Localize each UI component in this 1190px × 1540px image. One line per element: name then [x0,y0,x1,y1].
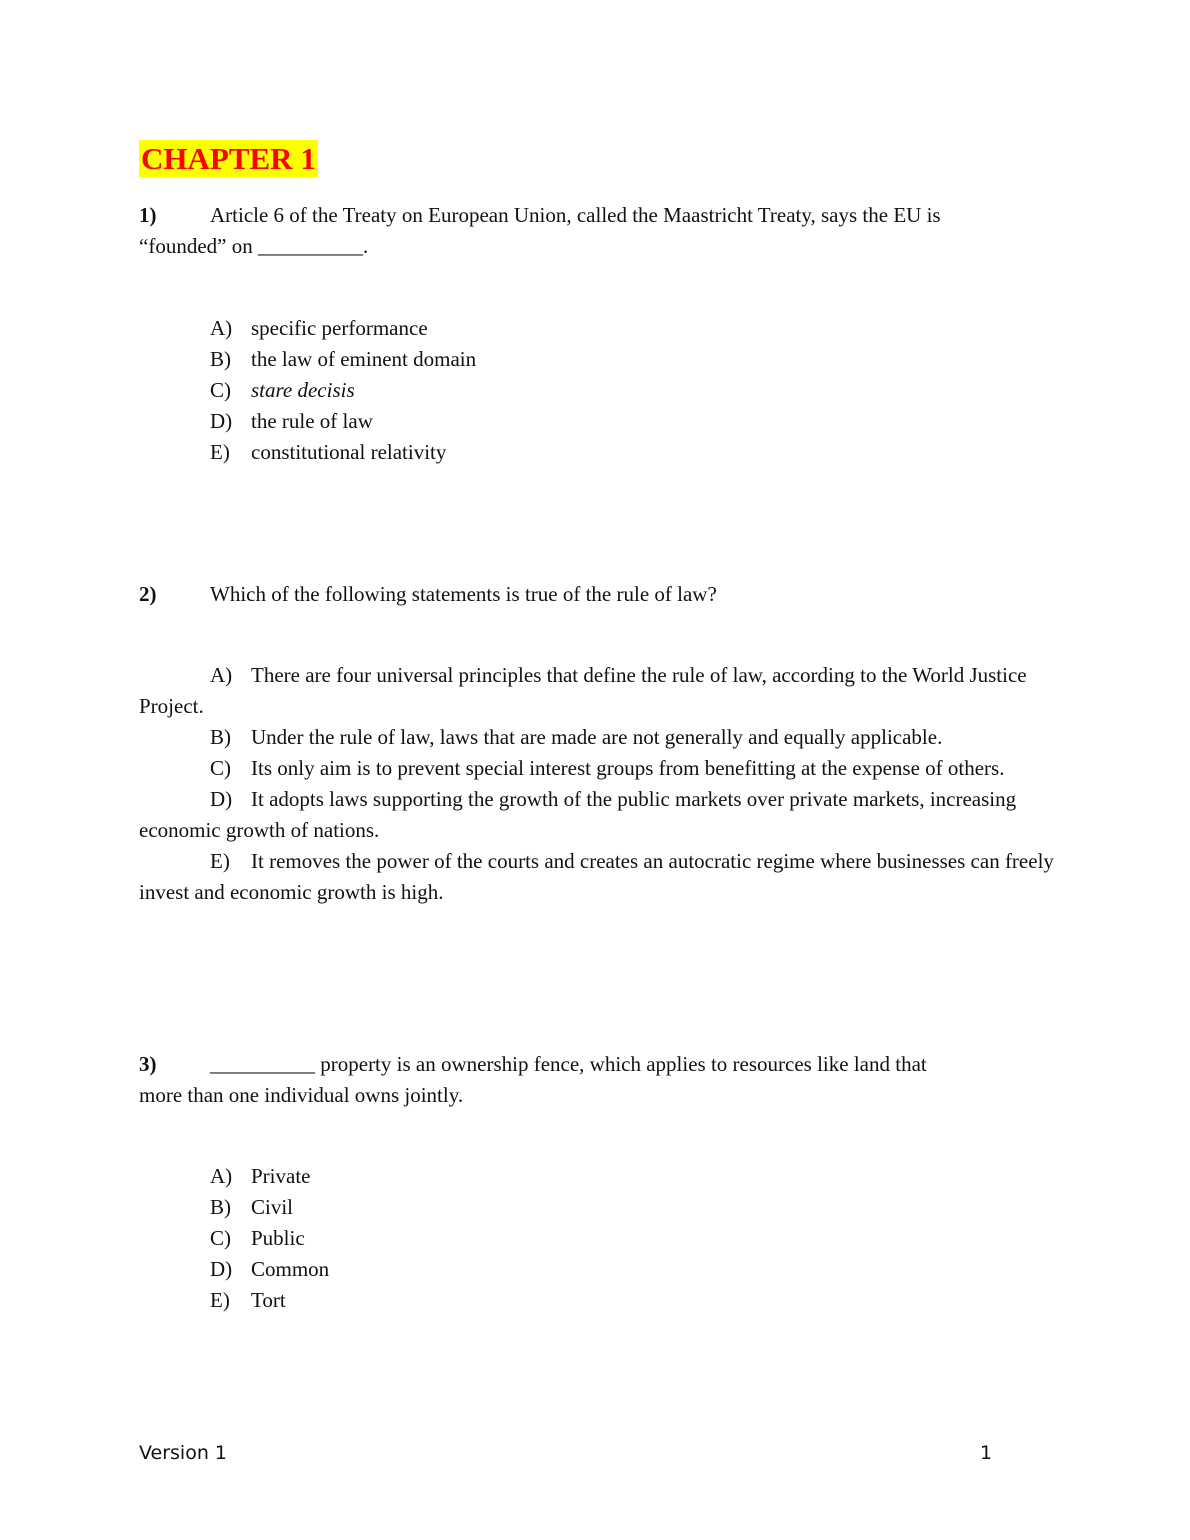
question-1-options [139,313,1054,468]
option-b[interactable] [139,1192,1054,1223]
option-c[interactable] [139,753,1054,784]
option-letter: A) [210,663,233,687]
option-text: Private [251,1164,311,1188]
option-letter: B) [210,1195,231,1219]
option-text: Under the rule of law, laws that are made are not generally and equally applicable. [251,725,943,749]
option-letter: E) [210,1288,230,1312]
option-text: It adopts laws supporting the growth of the public markets over private markets, increasing economic growth of nations. [139,787,1017,842]
option-a[interactable] [139,313,1054,344]
option-d[interactable] [139,406,1054,437]
question-number: 2) [139,582,157,606]
option-text: Its only aim is to prevent special interest groups from benefitting at the expense of others. [251,756,1005,780]
option-text: Tort [251,1288,286,1312]
question-text: Article 6 of the Treaty on European Union, called the Maastricht Treaty, says the EU is [210,203,941,227]
chapter-heading: CHAPTER 1 [141,141,316,176]
question-text-continued: “founded” on __________. [139,234,369,258]
option-letter: C) [210,378,231,402]
option-text: constitutional relativity [251,440,447,464]
option-e[interactable] [139,437,1054,468]
option-letter: E) [210,849,230,873]
question-2-options [139,660,1054,908]
option-c[interactable] [139,375,1054,406]
option-text: It removes the power of the courts and creates an autocratic regime where businesses can freely invest and economic growth is high. [139,849,1054,904]
option-e[interactable] [139,1285,1054,1316]
option-c[interactable] [139,1223,1054,1254]
option-a[interactable] [139,660,1054,722]
option-e[interactable] [139,846,1054,908]
question-1 [139,200,1054,262]
question-number: 3) [139,1052,157,1076]
footer-version: Version 1 [139,1442,227,1464]
question-3 [139,1049,1054,1111]
option-text: the law of eminent domain [251,347,477,371]
option-letter: B) [210,725,231,749]
question-text-continued: more than one individual owns jointly. [139,1083,464,1107]
option-text: specific performance [251,316,428,340]
option-letter: A) [210,1164,233,1188]
option-letter: D) [210,1257,233,1281]
question-3-options [139,1161,1054,1316]
option-text: the rule of law [251,409,373,433]
option-letter: C) [210,756,231,780]
question-text: Which of the following statements is true of the rule of law? [210,582,717,606]
option-a[interactable] [139,1161,1054,1192]
option-text: stare decisis [251,378,355,402]
option-letter: A) [210,316,233,340]
option-b[interactable] [139,722,1054,753]
option-text: There are four universal principles that define the rule of law, according to the World Justice Project. [139,663,1027,718]
option-d[interactable] [139,784,1054,846]
option-b[interactable] [139,344,1054,375]
option-text: Civil [251,1195,294,1219]
footer-page-number: 1 [980,1442,993,1464]
option-d[interactable] [139,1254,1054,1285]
option-text: Common [251,1257,330,1281]
question-number: 1) [139,203,157,227]
question-text: __________ property is an ownership fence, which applies to resources like land that [210,1052,927,1076]
option-letter: C) [210,1226,231,1250]
option-text: Public [251,1226,305,1250]
question-2 [139,579,1054,610]
option-letter: E) [210,440,230,464]
option-letter: B) [210,347,231,371]
option-letter: D) [210,787,233,811]
option-letter: D) [210,409,233,433]
